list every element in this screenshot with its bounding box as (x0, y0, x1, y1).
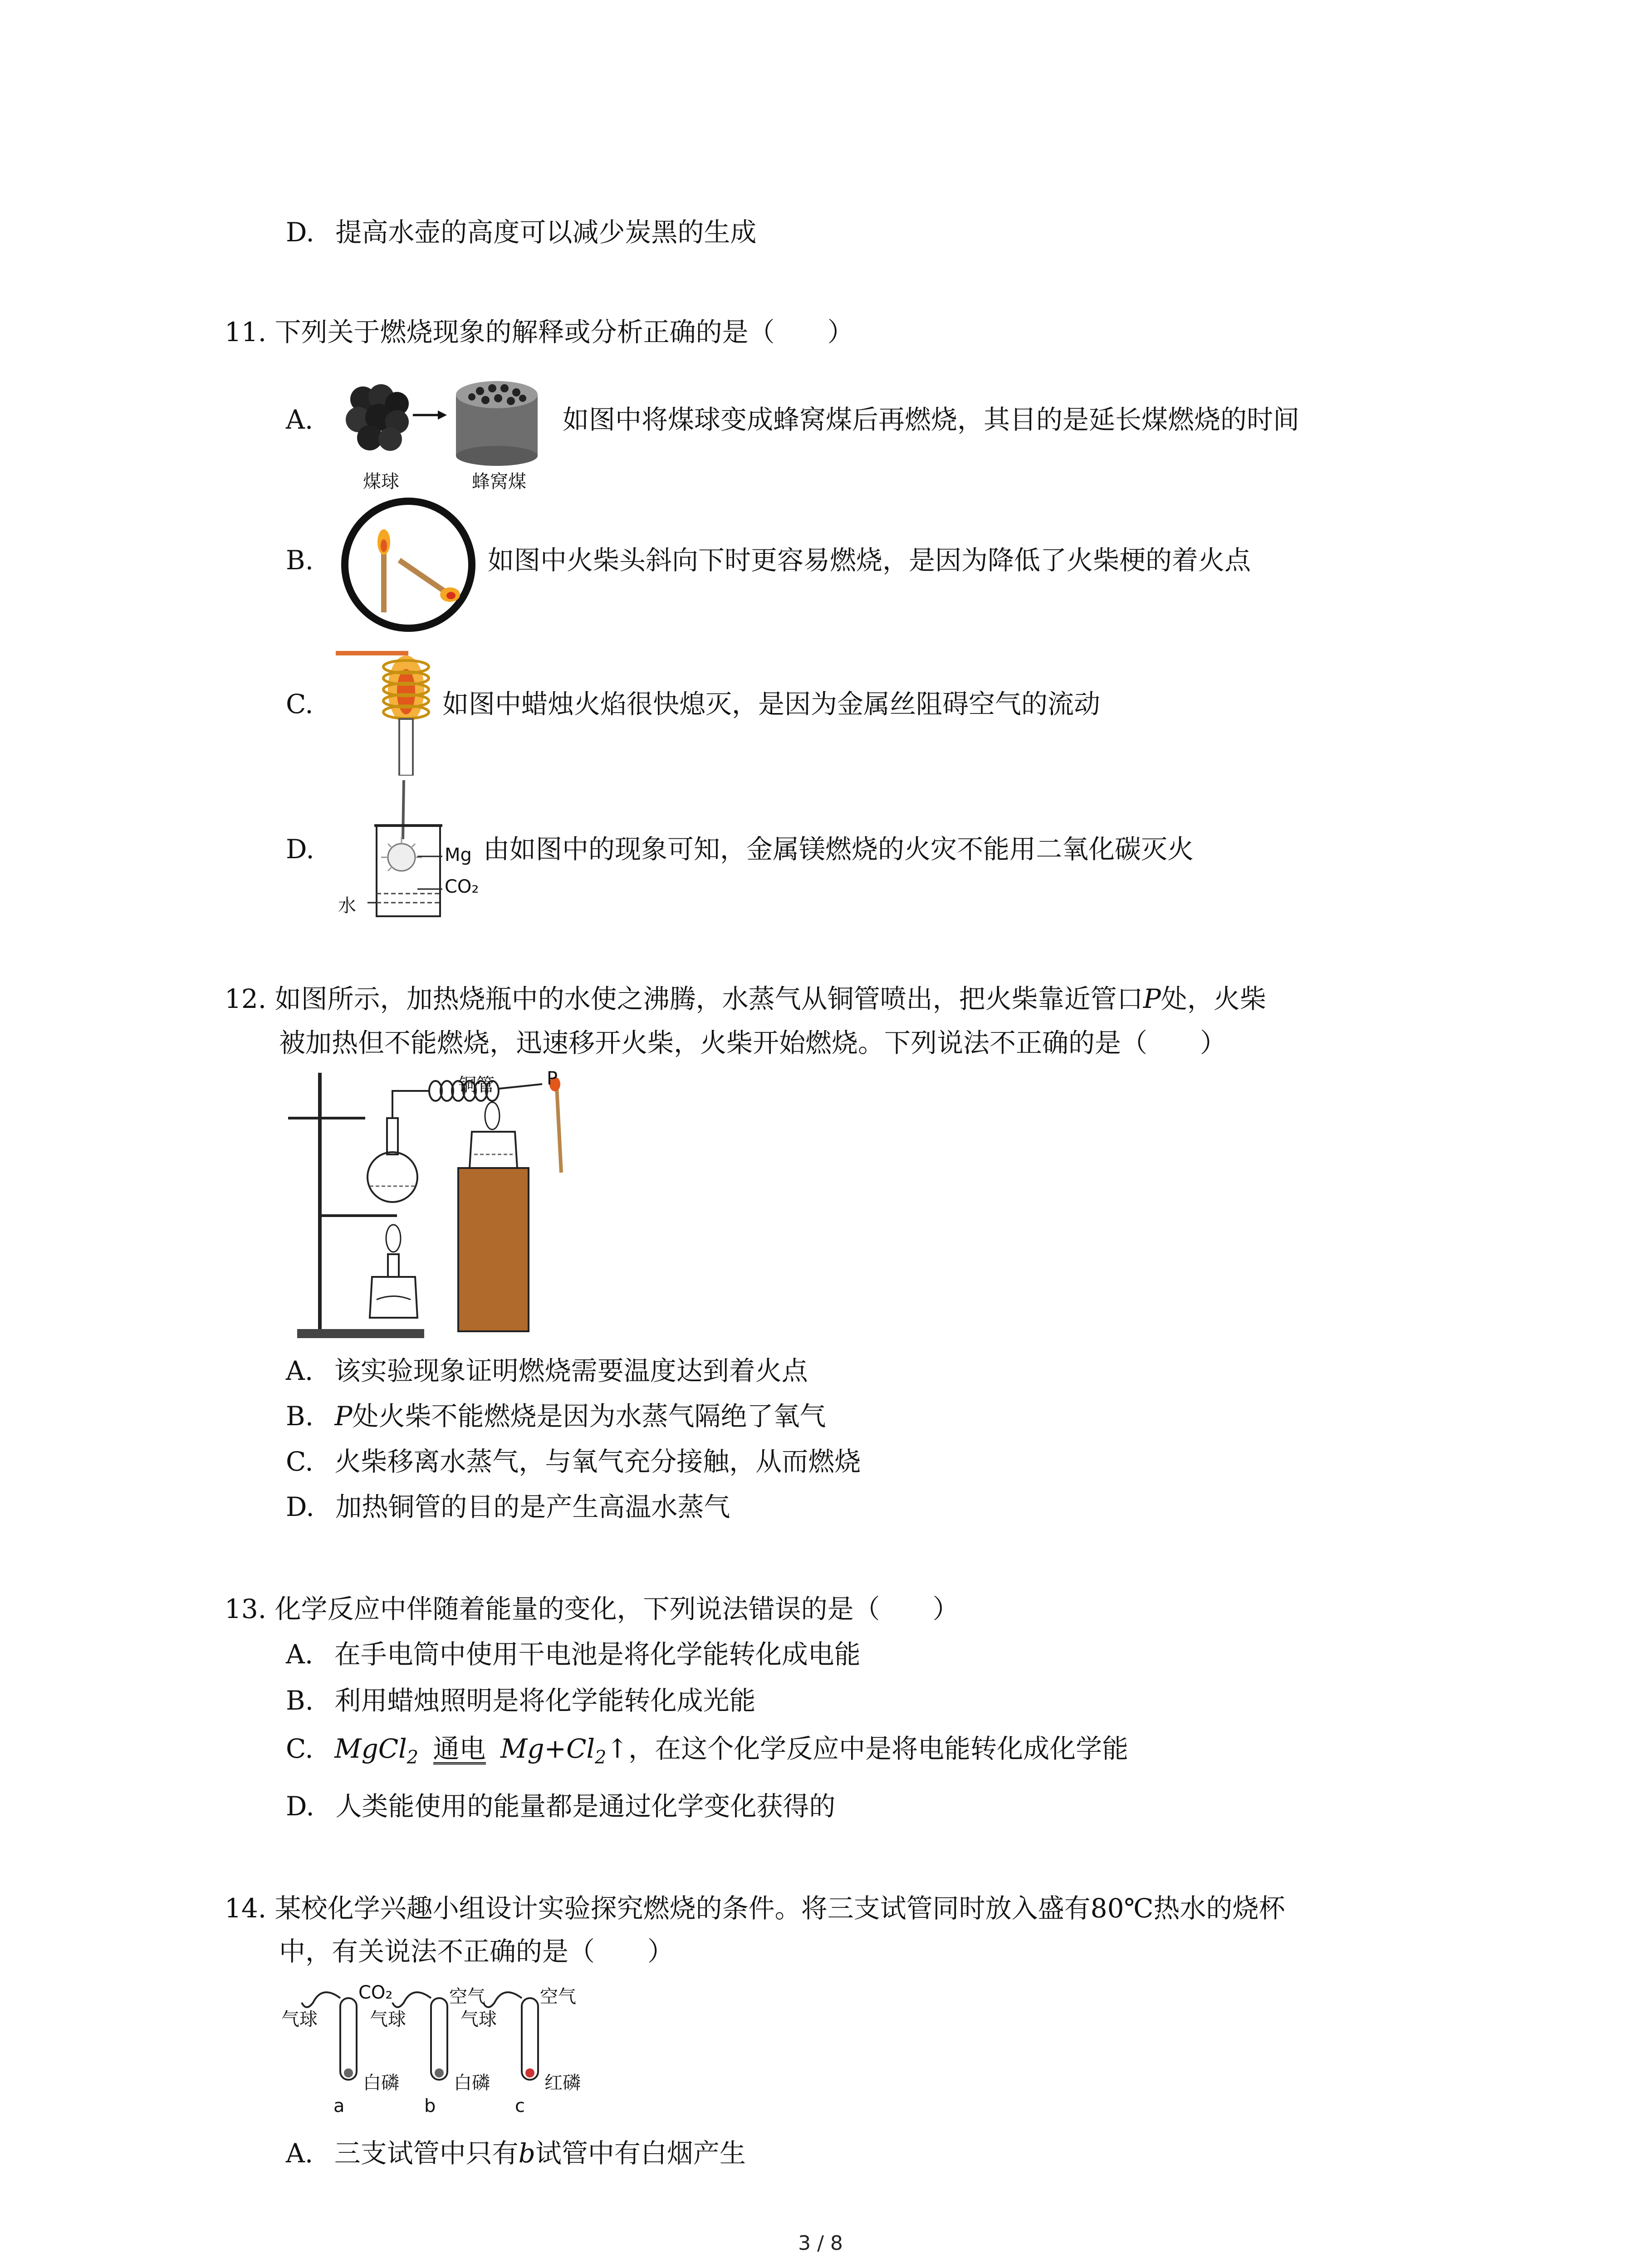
tube-b-gas-label: 空气 (449, 1986, 485, 2007)
formula-reactant: MgCl (334, 1733, 407, 1764)
gas-arrow: ↑ (606, 1733, 629, 1764)
option-label: D. (286, 217, 314, 248)
tube-c-substance-label: 红磷 (544, 2072, 581, 2093)
honeycomb-coal-image (456, 381, 538, 466)
option-text: 人类能使用的能量都是通过化学变化获得的 (335, 1791, 836, 1822)
q12-stem-text-b: 处，火柴 (1161, 983, 1266, 1014)
q12-stem-var: P (1143, 983, 1161, 1014)
option-text: ，在这个化学反应中是将电能转化成化学能 (628, 1733, 1129, 1764)
option-label: A. (286, 1355, 314, 1386)
option-text: 利用蜡烛照明是将化学能转化成光能 (334, 1685, 756, 1716)
q12-stem-line1 (225, 982, 1266, 1016)
formula-subscript: 2 (595, 1747, 607, 1768)
honeycomb-coal-caption: 蜂窝煤 (472, 471, 526, 492)
option-text: 提高水壶的高度可以减少炭黑的生成 (335, 217, 757, 248)
q11-option-a-text: 如图中将煤球变成蜂窝煤后再燃烧，其目的是延长煤燃烧的时间 (563, 404, 1300, 435)
q11-option-c-text: 如图中蜡烛火焰很快熄灭，是因为金属丝阻碍空气的流动 (442, 689, 1101, 719)
tube-a-letter: a (333, 2096, 345, 2116)
option-text: 火柴移离水蒸气，与氧气充分接触，从而燃烧 (334, 1446, 861, 1477)
p-point-label: P (547, 1068, 558, 1089)
option-label: C. (286, 1446, 314, 1477)
tube-c-letter: c (515, 2096, 525, 2116)
q10-option-d (286, 215, 756, 249)
q11-option-b-label: B. (286, 545, 314, 576)
tube-b-balloon-label: 气球 (370, 2009, 406, 2030)
q12-option-c (286, 1445, 861, 1478)
option-label: A. (286, 1639, 314, 1670)
option-var: b (518, 2138, 535, 2169)
tilted-match-icon (399, 560, 460, 602)
tube-c-gas-label: 空气 (540, 1986, 576, 2007)
option-label: D. (286, 1791, 314, 1822)
water-label: 水 (338, 895, 356, 916)
q12-option-a (286, 1354, 808, 1388)
copper-tube-label: 铜管 (458, 1075, 495, 1095)
formula-subscript: 2 (407, 1747, 419, 1768)
tube-a-substance-label: 白磷 (363, 2072, 399, 2093)
option-label: D. (286, 1491, 314, 1522)
q14-option-a (286, 2136, 746, 2170)
tube-b-letter: b (424, 2096, 436, 2116)
option-text: 加热铜管的目的是产生高温水蒸气 (335, 1491, 730, 1522)
q12-option-b (286, 1399, 826, 1433)
option-text: 处火柴不能燃烧是因为水蒸气隔绝了氧气 (352, 1401, 826, 1432)
upright-match-icon (377, 529, 390, 612)
q11-option-b-text: 如图中火柴头斜向下时更容易燃烧，是因为降低了火柴梗的着火点 (488, 545, 1251, 576)
option-text: 在手电筒中使用干电池是将化学能转化成电能 (334, 1639, 861, 1670)
q14-stem-line1: 14. 某校化学兴趣小组设计实验探究燃烧的条件。将三支试管同时放入盛有80℃热水的烧杯 (225, 1893, 1285, 1924)
q12-stem-text-a: 12. 如图所示，加热烧瓶中的水使之沸腾，水蒸气从铜管喷出，把火柴靠近管口 (225, 983, 1143, 1014)
q13-option-d (286, 1789, 835, 1823)
mg-label: Mg (445, 845, 472, 865)
reaction-condition: 通电 (433, 1733, 486, 1764)
option-label: B. (286, 1401, 314, 1432)
q13-option-c (286, 1732, 1128, 1774)
q13-stem: 13. 化学反应中伴随着能量的变化，下列说法错误的是（ ） (225, 1593, 959, 1624)
arrow-icon (413, 411, 447, 420)
reaction-formula (334, 1733, 419, 1768)
magnesium-co2-bottle-figure (367, 780, 445, 925)
reaction-products (500, 1733, 607, 1768)
page-number: 3 / 8 (798, 2232, 843, 2255)
tube-c-balloon-label: 气球 (460, 2009, 497, 2030)
copper-tube-apparatus-figure (279, 1064, 578, 1345)
q12-option-d (286, 1490, 730, 1524)
co2-label: CO₂ (445, 876, 479, 897)
option-var: P (334, 1401, 353, 1432)
option-text-a: 三支试管中只有 (334, 2138, 519, 2169)
q11-option-d-label: D. (286, 834, 314, 865)
coal-ball-caption: 煤球 (363, 471, 399, 492)
option-label: C. (286, 1733, 314, 1764)
option-label: B. (286, 1685, 314, 1716)
tube-a-balloon-label: 气球 (281, 2009, 318, 2030)
q13-option-b (286, 1684, 756, 1717)
q11-option-d-text: 由如图中的现象可知，金属镁燃烧的火灾不能用二氧化碳灭火 (483, 834, 1194, 865)
q11-option-a-label: A. (286, 404, 314, 435)
matches-figure (336, 492, 481, 637)
candle-coil-figure (336, 640, 445, 776)
option-text-b: 试管中有白烟产生 (535, 2138, 746, 2169)
option-label: A. (286, 2138, 314, 2169)
formula-product: Mg+Cl (500, 1733, 595, 1764)
q13-option-a (286, 1637, 861, 1671)
tube-a-gas-label: CO₂ (358, 1982, 393, 2003)
coal-balls-image (346, 384, 409, 451)
q14-stem-line2: 中，有关说法不正确的是（ ） (279, 1936, 674, 1967)
option-text: 该实验现象证明燃烧需要温度达到着火点 (334, 1355, 808, 1386)
q12-stem-line2: 被加热但不能燃烧，迅速移开火柴，火柴开始燃烧。下列说法不正确的是（ ） (279, 1027, 1227, 1058)
q11-stem: 11. 下列关于燃烧现象的解释或分析正确的是（ ） (225, 317, 854, 347)
tube-b-substance-label: 白磷 (454, 2072, 490, 2093)
q11-option-c-label: C. (286, 689, 314, 719)
